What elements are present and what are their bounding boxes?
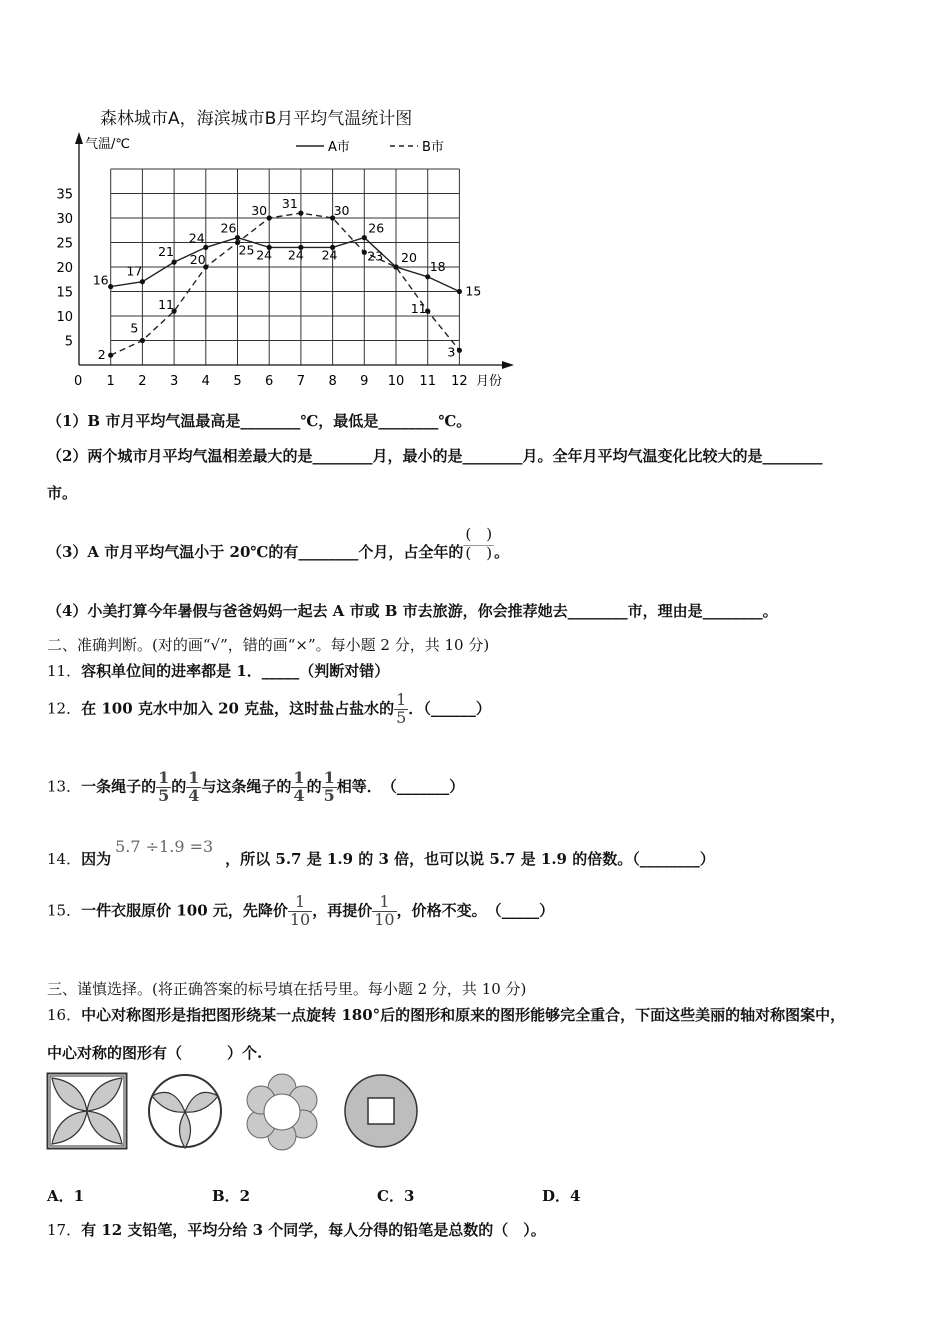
data-point <box>393 264 398 269</box>
data-label: 31 <box>281 196 298 212</box>
x-tick-label: 9 <box>360 374 369 389</box>
question-number: 12． <box>47 699 82 718</box>
question-16-line1: 16．中心对称图形是指把图形绕某一点旋转 180°后的图形和原来的图形能够完全重合，下面这些美丽的轴对称图案中， <box>47 1006 846 1024</box>
y-tick-label: 25 <box>56 236 73 252</box>
x-tick-label: 6 <box>265 374 274 389</box>
figure-flower <box>242 1072 322 1152</box>
question-text: 一条绳子的 <box>81 777 157 796</box>
chart-series <box>93 196 482 362</box>
option-d[interactable]: D．4 <box>542 1187 581 1205</box>
x-tick-label: 12 <box>451 374 468 389</box>
question-11 <box>47 660 389 681</box>
figure-square-petals <box>46 1072 128 1150</box>
data-label: 24 <box>188 230 205 246</box>
data-label: 26 <box>368 220 385 236</box>
data-point <box>362 235 367 240</box>
figure-coin <box>342 1072 420 1150</box>
y-tick-label: 35 <box>56 187 73 203</box>
option-b[interactable]: B．2 <box>212 1187 251 1205</box>
y-tick-label: 20 <box>56 261 73 276</box>
series-line-b <box>111 213 460 355</box>
x-tick-label: 5 <box>233 374 242 389</box>
figure-circle-three-petals <box>146 1072 224 1150</box>
data-label: 20 <box>401 250 417 265</box>
fraction-denominator: 5 <box>396 707 407 727</box>
data-point <box>425 274 430 279</box>
question-number: 11． <box>47 662 82 680</box>
fraction-1-10: $\frac{1}{10}$ <box>374 892 395 929</box>
data-point <box>235 235 240 240</box>
option-a[interactable]: A．1 <box>47 1187 85 1205</box>
x-tick-label: 10 <box>387 374 405 389</box>
x-tick-label: 4 <box>201 374 210 389</box>
data-point <box>203 245 208 250</box>
data-label: 21 <box>158 244 175 260</box>
question-3-prefix: （3）A 市月平均气温小于 20℃的有________个月，占全年的 <box>47 543 464 561</box>
question-text: 容积单位间的进率都是 1．_____（判断对错） <box>81 662 390 680</box>
data-label: 17 <box>126 263 143 279</box>
question-4: （4）小美打算今年暑假与爸爸妈妈一起去 A 市或 B 市去旅游，你会推荐她去________市，理由是________。 <box>47 602 778 620</box>
y-tick-label: 10 <box>56 310 73 325</box>
data-label: 24 <box>321 247 338 263</box>
data-point <box>457 289 462 294</box>
data-point <box>298 211 303 216</box>
question-suffix: ．（______） <box>408 699 491 718</box>
question-number: 14． <box>47 850 82 868</box>
fraction-1-4: $\frac{1}{4}$ <box>293 768 305 805</box>
data-point <box>140 338 145 343</box>
question-2-line1: （2）两个城市月平均气温相差最大的是________月，最小的是________月。全年月平均气温变化比较大的是________ <box>47 447 823 465</box>
question-text: 在 100 克水中加入 20 克盐，这时盐占盐水的 <box>81 699 395 718</box>
data-label: 30 <box>333 203 350 218</box>
question-number: 13． <box>47 777 82 796</box>
y-axis-arrow <box>75 132 83 144</box>
x-axis-label: 月份 <box>476 374 503 389</box>
x-tick-label: 11 <box>419 374 436 389</box>
data-label: 11 <box>410 301 427 317</box>
legend-label-b: B市 <box>422 140 444 155</box>
data-label: 25 <box>238 242 255 258</box>
fraction-1-5 <box>394 692 408 727</box>
question-17: 17．有 12 支铅笔，平均分给 3 个同学，每人分得的铅笔是总数的（ ）。 <box>47 1221 546 1239</box>
question-13: 13．一条绳子的 $\frac{1}{5}$ 的 $\frac{1}{4}$ 与这条绳子的 $\frac{1}{4}$ 的 $\frac{1}{5}$ 相等． （_______） <box>47 768 465 805</box>
question-3-fraction <box>463 524 494 563</box>
data-label: 16 <box>92 272 109 288</box>
data-label: 23 <box>367 248 384 264</box>
fraction-denominator: ( ) <box>465 544 493 563</box>
question-12 <box>47 692 491 727</box>
question-3-suffix: 。 <box>494 543 510 561</box>
option-c[interactable]: C．3 <box>377 1187 415 1205</box>
data-point <box>140 279 145 284</box>
question-number: 15． <box>47 901 82 920</box>
data-label: 24 <box>256 247 273 263</box>
chart-legend <box>296 140 444 155</box>
data-point <box>108 284 113 289</box>
data-label: 15 <box>465 283 482 299</box>
origin-label: 0 <box>74 374 83 389</box>
x-tick-label: 7 <box>296 374 306 389</box>
data-label: 20 <box>189 252 206 267</box>
data-point <box>267 215 272 220</box>
data-label: 11 <box>158 297 175 313</box>
data-point <box>172 260 177 265</box>
x-axis-arrow <box>502 361 514 369</box>
y-tick-label: 30 <box>56 212 73 227</box>
fraction-1-10: $\frac{1}{10}$ <box>289 892 311 929</box>
fraction-numerator: 1 <box>396 690 407 709</box>
section-2-heading: 二、准确判断。(对的画“√”，错的画“×”。每小题 2 分，共 10 分) <box>47 636 490 654</box>
question-1: （1）B 市月平均气温最高是________℃，最低是________℃。 <box>47 412 472 430</box>
y-tick-label: 5 <box>64 334 73 350</box>
x-tick-label: 8 <box>328 374 337 389</box>
legend-label-a: A市 <box>328 140 350 155</box>
data-point <box>457 348 462 353</box>
data-point <box>362 250 367 255</box>
fraction-1-5: $\frac{1}{5}$ <box>323 768 335 805</box>
section-3-heading: 三、谨慎选择。(将正确答案的标号填在括号里。每小题 2 分，共 10 分) <box>47 980 527 998</box>
data-label: 18 <box>429 258 446 274</box>
fraction-1-4: $\frac{1}{4}$ <box>188 768 200 805</box>
question-number: 17． <box>47 1221 82 1239</box>
x-tick-label: 2 <box>138 374 147 389</box>
data-label: 3 <box>447 344 456 360</box>
data-label: 5 <box>130 320 139 336</box>
question-15: 15．一件衣服原价 100 元，先降价 $\frac{1}{10}$ ，再提价 $\frac{1}{10}$ ，价格不变。 （_____） <box>47 892 555 929</box>
question-number: 16． <box>47 1006 82 1024</box>
data-label: 24 <box>287 247 304 263</box>
question-3 <box>47 514 509 562</box>
question-2-line2: 市。 <box>47 484 78 502</box>
data-point <box>108 353 113 358</box>
chart-title: 森林城市A，海滨城市B月平均气温统计图 <box>100 109 413 129</box>
y-tick-label: 15 <box>56 285 73 301</box>
temperature-line-chart <box>0 128 530 398</box>
question-16-line2: 中心对称的图形有（ ）个. <box>47 1044 263 1062</box>
division-formula: 5.7 ÷1.9 =3 <box>115 837 214 856</box>
data-label: 2 <box>97 347 106 363</box>
question-14: 14．因为5.7 ÷1.9 =3，所以 5.7 是 1.9 的 3 倍，也可以说 5.7 是 1.9 的倍数。（________） <box>47 837 715 868</box>
fraction-1-5: $\frac{1}{5}$ <box>158 768 170 805</box>
data-label: 26 <box>220 220 237 236</box>
y-axis-label: 气温/℃ <box>85 137 130 152</box>
x-tick-label: 3 <box>169 374 179 389</box>
data-label: 30 <box>251 203 268 218</box>
x-tick-label: 1 <box>106 374 115 389</box>
fraction-numerator: ( ) <box>465 524 493 543</box>
